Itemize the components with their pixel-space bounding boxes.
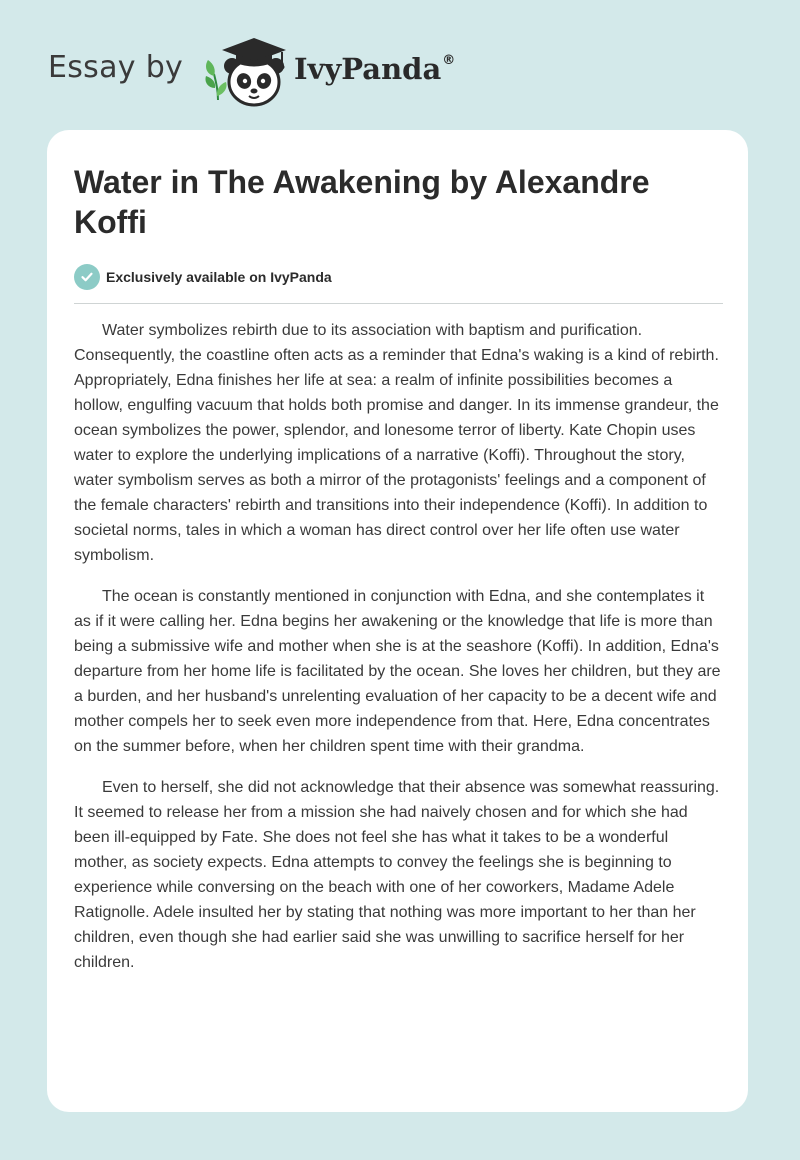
registered-mark: ® <box>442 53 456 69</box>
page-title: Water in The Awakening by Alexandre Koffi <box>74 164 650 240</box>
article-body <box>74 318 725 991</box>
brand-header <box>48 30 468 110</box>
article-card <box>47 130 748 1112</box>
check-circle-icon <box>74 264 100 290</box>
badge-text: Exclusively available on IvyPanda <box>106 269 332 285</box>
divider <box>74 303 723 304</box>
paragraph: Water symbolizes rebirth due to its association with baptism and purification. Consequently, the coastline often acts as a reminder that Edna's waking is a kind of rebirth. Appropriately, Edna finishes her life at sea: a realm of infinite possibilities becomes a hollow, engulfing vacuum that holds both promise and danger. In its immense grandeur, the ocean symbolizes the power, splendor, and lonesome terror of liberty. Kate Chopin uses water to explore the underlying implications of a narrative (Koffi). Throughout the story, water symbolism serves as both a mirror of the protagonists' feelings and a component of the female characters' rebirth and transitions into their independence (Koffi). In addition to societal norms, tales in which a woman has direct control over her life often use water symbolism. <box>74 322 719 564</box>
panda-graduate-icon <box>198 30 293 110</box>
exclusive-badge <box>74 264 332 290</box>
brand-prefix: Essay by <box>48 50 184 85</box>
paragraph: The ocean is constantly mentioned in conjunction with Edna, and she contemplates it as if it were calling her. Edna begins her awakening or the knowledge that life is more than being a submissive wife and mother when she is at the seashore (Koffi). In addition, Edna's departure from her home life is facilitated by the ocean. She loves her children, but they are a burden, and her husband's unrelenting evaluation of her capacity to be a decent wife and mother compels her to seek even more independence from that. Here, Edna concentrates on the summer before, when her children spent time with their grandma. <box>74 588 721 755</box>
brand-name <box>294 52 455 86</box>
paragraph: Even to herself, she did not acknowledge that their absence was somewhat reassuring. It seemed to release her from a mission she had naively chosen and for which she had been ill-equipped by Fate. She does not feel she has what it takes to be a wonderful mother, as society expects. Edna attempts to convey the feelings she is beginning to experience while conversing on the beach with one of her coworkers, Madame Adele Ratignolle. Adele insulted her by stating that nothing was more important to her than her children, even though she had earlier said she was unwilling to sacrifice herself for her children. <box>74 779 720 971</box>
brand-name-text: IvyPanda <box>294 52 442 86</box>
